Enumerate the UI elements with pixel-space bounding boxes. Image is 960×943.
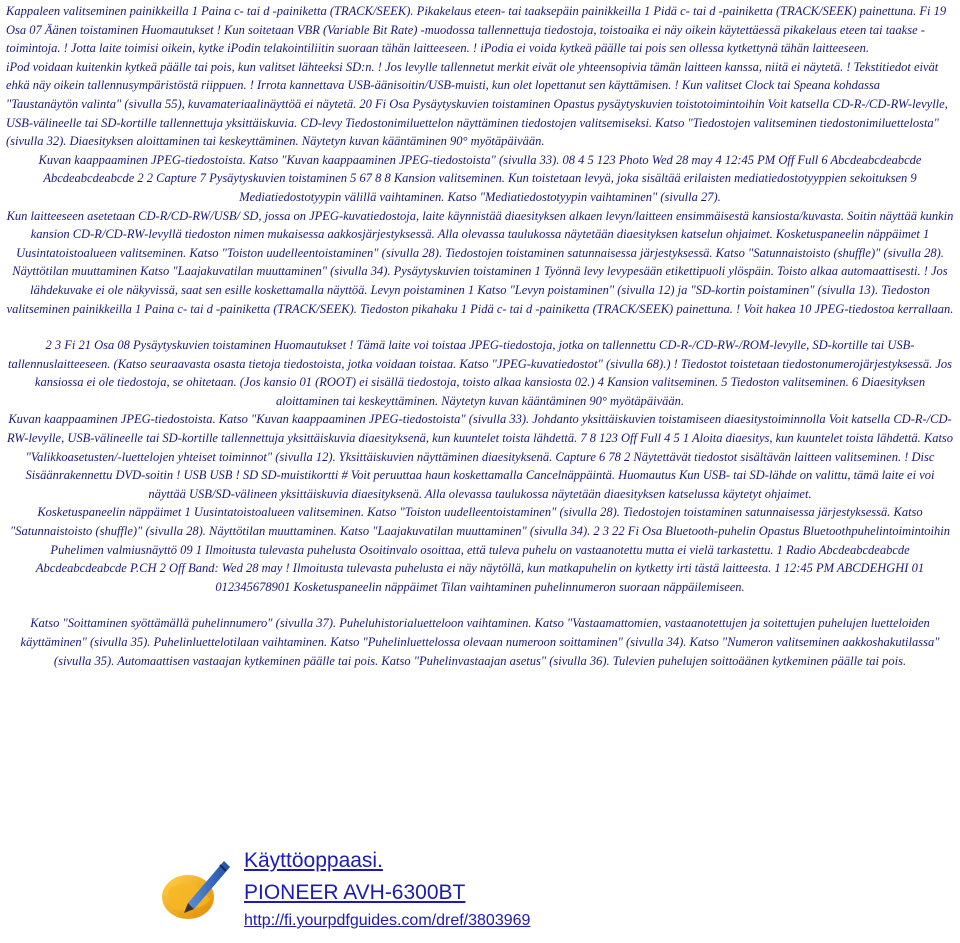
guide-link[interactable]: Käyttöoppaasi. bbox=[244, 849, 383, 872]
document-body bbox=[6, 2, 954, 670]
url-link[interactable]: http://fi.yourpdfguides.com/dref/3803969 bbox=[244, 912, 531, 929]
paragraph: Kun laitteeseen asetetaan CD-R/CD-RW/USB/ SD, jossa on JPEG-kuvatiedostoja, laite käynnistää diaesityksen alkaen levyn/laitteen ensimmäisestä kansiosta/kuvasta. Soitin näyttää kunkin kansion CD-R/CD-RW-levyllä tiedoston nimen mukaisessa aakkosjärjestyksessä. Alla olevassa taulukossa näytetään diaesityksen katselun ohjaimet. Kosketuspaneelin näppäimet 1 Uusintatoistoalueen valitseminen. Katso "Toiston uudelleentoistaminen" (sivulla 28). Tiedostojen toistaminen satunnaisessa järjestyksessä. Katso "Satunnaistoisto (shuffle)" (sivulla 28). Näyttötilan muuttaminen Katso "Laajakuvatilan muuttaminen" (sivulla 34). Pysäytyskuvien toistaminen 1 Työnnä levy levypesään etikettipuoli ylöspäin. Toisto alkaa automaattisesti. ! Jos lähdekuvake ei ole näkyvissä, saat sen esille koskettamalla näyttöä. Levyn poistaminen 1 Katso "Levyn poistaminen" (sivulla 12) ja "SD-kortin poistaminen" (sivulla 13). Tiedoston valitseminen painikkeilla 1 Paina c- tai d -painiketta (TRACK/SEEK). Tiedoston pikahaku 1 Pidä c- tai d -painiketta (TRACK/SEEK) painettuna. ! Voit hakea 10 JPEG-tiedostoa kerrallaan. bbox=[6, 208, 954, 316]
paragraph: Kappaleen valitseminen painikkeilla 1 Paina c- tai d -painiketta (TRACK/SEEK). Pikakelaus eteen- tai taaksepäin painikkeilla 1 Pidä c- tai d -painiketta (TRACK/SEEK) painettuna. Fi 19 Osa 07 Äänen toistaminen Huomautukset ! Kun soitetaan VBR (Variable Bit Rate) -muodossa tallennettuja tiedostoja, toistoaika ei näy oikein käytettäessä pikakelaus eteen tai taakse -toimintoja. ! Jotta laite toimisi oikein, kytke iPodin telakointiliitin suoraan tähän laitteeseen. ! iPodia ei voida kytkeä päälle tai pois sen ollessa kytkettynä tähän laitteeseen. bbox=[6, 4, 947, 56]
paragraph: Kosketuspaneelin näppäimet 1 Uusintatoistoalueen valitseminen. Katso "Toiston uudelleentoistaminen" (sivulla 28). Tiedostojen toistaminen satunnaisessa järjestyksessä. Katso "Satunnaistoisto (shuffle)" (sivulla 28). Näyttötilan muuttaminen. Katso "Laajakuvatilan muuttaminen" (sivulla 34). 2 3 22 Fi Osa Bluetooth-puhelin Opastus Bluetoothpuhelintoimintoihin Puhelimen valmiusnäyttö 09 1 Ilmoitusta tulevasta puhelusta Osoitinvalo osoittaa, että tuleva puhelu on vastaanotettu mutta ei vielä tarkastettu. 1 Radio Abcdeabcdeabcde Abcdeabcdeabcde P.CH 2 Off Band: Wed 28 may ! Ilmoitusta tulevasta puhelusta ei näy näytöllä, kun matkapuhelin on kytketty irti tästä laitteesta. 1 12:45 PM ABCDEHGHI 01 012345678901 Kosketuspaneelin näppäimet Tilan vaihtaminen puhelinnumeron suoraan näppäilemiseen. bbox=[9, 505, 951, 594]
paragraph: iPod voidaan kuitenkin kytkeä päälle tai pois, kun valitset lähteeksi SD:n. ! Jos levylle tallennetut merkit eivät ole yhteensopivia tämän laitteen kanssa, niitä ei näytetä. ! Tekstitiedot eivät ehkä näy oikein tallennusympäristöstä riippuen. ! Irrota kannettava USB-äänisoitin/USB-muisti, kun olet lopettanut sen käyttämisen. ! Kun valitset Clock tai Speana kohdassa "Taustanäytön valinta" (sivulla 55), kuvamateriaalinäyttöä ei näytetä. 20 Fi Osa Pysäytyskuvien toistaminen Opastus pysäytyskuvien toistotoimintoihin Voit katsella CD-R-/CD-RW-levylle, USB-välineelle tai SD-kortille tallennettuja yksittäiskuvia. CD-levy Tiedostonimiluettelon näyttäminen tiedostojen valitsemiseksi. Katso "Tiedostojen valitseminen tiedostonimiluettelosta" (sivulla 32). Diaesityksen aloittaminen tai keskeyttäminen. Näytetyn kuvan kääntäminen 90° myötäpäivään. bbox=[6, 59, 948, 149]
paragraph: Kuvan kaappaaminen JPEG-tiedostoista. Katso "Kuvan kaappaaminen JPEG-tiedostoista" (sivulla 33). Johdanto yksittäiskuvien toistamiseen diaesitystoiminnolla Voit katsella CD-R-/CD-RW-levylle, USB-välineelle tai SD-kortille tallennettuja yksittäiskuvia diaesityksenä, kun kuuntelet toista lähdettä. 7 8 123 Off Full 4 5 1 Aloita diaesitys, kun kuuntelet toista lähdettä. Katso "Valikkoasetusten/-luettelojen yhteiset toiminnot" (sivulla 12). Yksittäiskuvien näyttäminen diaesityksenä. Capture 6 78 2 Näytettävät tiedostot sisältävän laitteen valitseminen. ! Disc Sisäänrakennettu DVD-soitin ! USB USB ! SD SD-muistikortti # Voit peruuttaa haun koskettamalla Cancelnäppäintä. Huomautus Kun USB- tai SD-lähde on valittu, tämä laite ei voi näyttää USB/SD-välineen yksittäiskuvia diaesityksenä. Alla olevassa taulukossa näytetään diaesityksen katselussa käytetyt ohjaimet. bbox=[6, 412, 954, 501]
paragraph: Kuvan kaappaaminen JPEG-tiedostoista. Katso "Kuvan kaappaaminen JPEG-tiedostoista" (sivulla 33). 08 4 5 123 Photo Wed 28 may 4 12:45 PM Off Full 6 Abcdeabcdeabcde Abcdeabcdeabcde 2 2 Capture 7 Pysäytyskuvien toistaminen 5 67 8 8 Kansion valitseminen. Kun toistetaan levyä, joka sisältää erilaisten mediatiedostotyyppien sekoituksen 9 Mediatiedostotyypin välillä vaihtaminen. Katso "Mediatiedostotyypin vaihtaminen" (sivulla 27). bbox=[38, 152, 922, 204]
product-link[interactable]: PIONEER AVH-6300BT bbox=[244, 881, 466, 904]
paragraph-gap bbox=[6, 596, 954, 614]
pencil-hand-icon bbox=[158, 853, 234, 929]
paragraph-gap bbox=[6, 318, 954, 336]
paragraph: 2 3 Fi 21 Osa 08 Pysäytyskuvien toistaminen Huomautukset ! Tämä laite voi toistaa JPEG-tiedostoja, jotka on tallennettu CD-R-/CD-RW-/ROM-levylle, SD-kortille tai USB-tallennuslaitteeseen. (Katso seuraavasta osasta tietoja tiedostoista, jotka voidaan toistaa. Katso "JPEG-kuvatiedostot" (sivulla 68).) ! Tiedostot toistetaan tiedostonumerojärjestyksessä. Jos kansiossa ei ole tiedostoja, se ohitetaan. (Jos kansio 01 (ROOT) ei sisällä tiedostoja, toisto alkaa kansiosta 02.) 4 Kansion valitseminen. 5 Tiedoston valitseminen. 6 Diaesityksen aloittaminen tai keskeyttäminen. Näytetyn kuvan kääntäminen 90° myötäpäivään. bbox=[8, 338, 952, 408]
footer bbox=[158, 845, 658, 935]
paragraph: Katso "Soittaminen syöttämällä puhelinnumero" (sivulla 37). Puheluhistorialuetteloon vaihtaminen. Katso "Vastaamattomien, vastaanotettujen ja soitettujen puhelujen luetteloiden käyttäminen" (sivulla 35). Puhelinluettelotilaan vaihtaminen. Katso "Puhelinluettelossa olevaan numeroon soittaminen" (sivulla 34). Katso "Numeron valitseminen aakkoshakutilassa" (sivulla 35). Automaattisen vastaajan kytkeminen päälle tai pois. Katso "Puhelinvastaajan asetus" (sivulla 36). Tulevien puhelujen soittoäänen kytkeminen päälle tai pois. bbox=[20, 616, 940, 668]
footer-links bbox=[244, 845, 530, 933]
